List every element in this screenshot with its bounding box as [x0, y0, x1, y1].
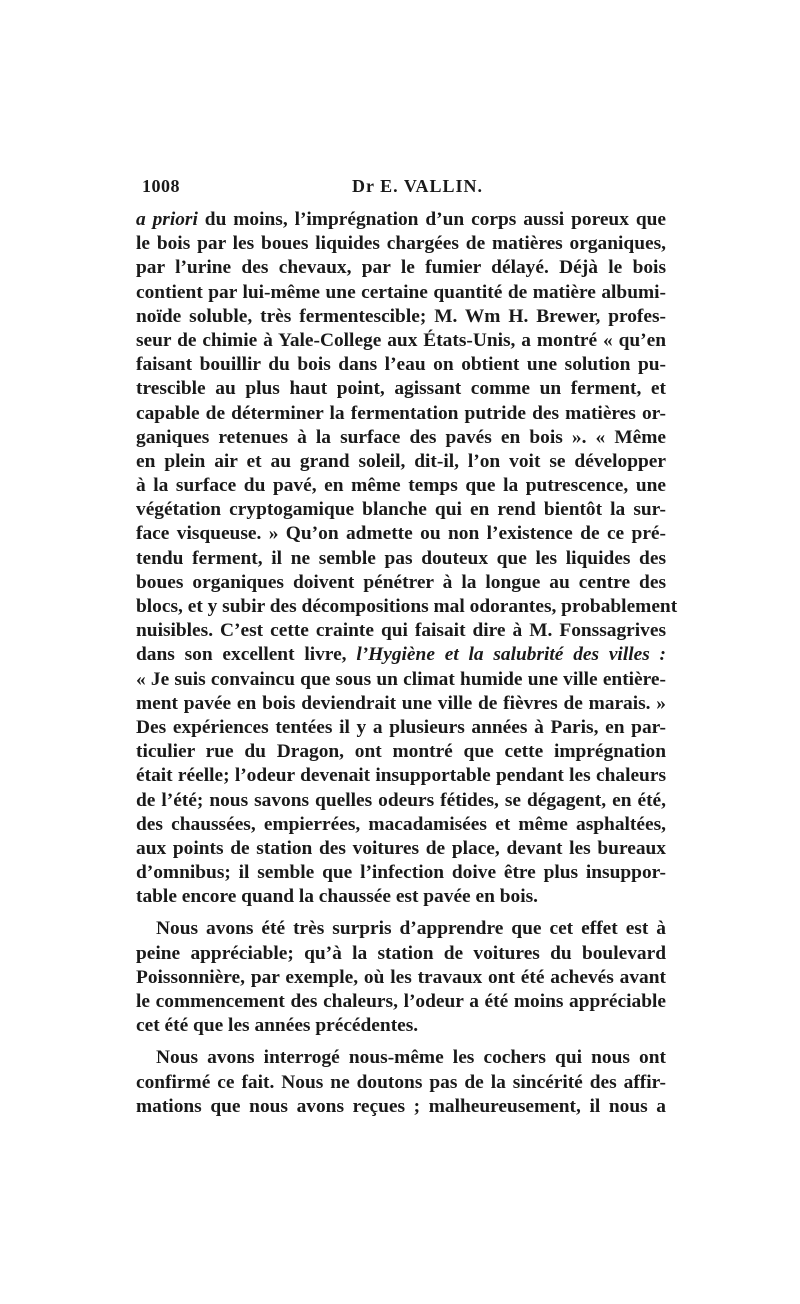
text-line	[136, 861, 666, 885]
text-run: capable de déterminer la fermentation putride des matières or-	[136, 402, 666, 424]
text-line	[136, 668, 666, 692]
text-line	[136, 256, 666, 280]
text-line	[136, 571, 666, 595]
page-header	[136, 176, 666, 202]
text-run: cet été que les années précédentes.	[136, 1015, 419, 1037]
text-run: d’omnibus; il semble que l’infection doive être plus insuppor-	[136, 862, 666, 884]
text-run: peine appréciable; qu’à la station de voitures du boulevard	[136, 942, 666, 964]
text-line	[136, 917, 666, 941]
page-number: 1008	[142, 176, 180, 196]
text-line	[136, 450, 666, 474]
paragraph-gap	[136, 909, 666, 917]
text-run: le bois par les boues liquides chargées de matières organiques,	[136, 233, 666, 255]
text-line	[136, 643, 666, 667]
text-line	[136, 716, 666, 740]
text-run: faisant bouillir du bois dans l’eau on obtient une solution pu-	[136, 354, 666, 376]
text-run: Nous avons été très surpris d’apprendre que cet effet est à	[156, 918, 666, 940]
body-text	[136, 208, 678, 1119]
text-line	[136, 232, 666, 256]
text-line	[136, 329, 666, 353]
text-line	[136, 990, 666, 1014]
text-line	[136, 522, 666, 546]
text-run: végétation cryptogamique blanche qui en rend bientôt la sur-	[136, 499, 666, 521]
text-line	[136, 595, 678, 619]
text-run: Nous avons interrogé nous-même les cochers qui nous ont	[156, 1047, 666, 1069]
paragraph	[136, 917, 666, 1038]
text-run: par l’urine des chevaux, par le fumier délayé. Déjà le bois	[136, 257, 666, 279]
text-run: trescible au plus haut point, agissant comme un ferment, et	[136, 378, 666, 400]
text-line	[136, 789, 666, 813]
text-line	[136, 1046, 666, 1070]
text-run: ment pavée en bois deviendrait une ville de fièvres de marais. »	[136, 692, 666, 714]
running-head: Dr E. VALLIN.	[352, 176, 484, 196]
text-line	[136, 208, 666, 232]
text-line	[136, 942, 666, 966]
text-line	[136, 426, 666, 450]
text-line	[136, 764, 666, 788]
text-line	[136, 1095, 666, 1119]
text-run: de l’été; nous savons quelles odeurs fétides, se dégagent, en été,	[136, 789, 666, 811]
text-run: ganiques retenues à la surface des pavés en bois ». « Même	[136, 426, 666, 448]
italic-text: l’Hygiène et la salubrité des villes :	[356, 644, 666, 666]
text-line	[136, 402, 666, 426]
text-run: blocs, et y subir des décompositions mal odorantes, probablement	[136, 596, 678, 617]
text-line	[136, 966, 666, 990]
text-line	[136, 474, 666, 498]
text-line	[136, 740, 666, 764]
text-run: ticulier rue du Dragon, ont montré que cette imprégnation	[136, 741, 666, 763]
text-line	[136, 885, 666, 909]
text-line	[136, 692, 666, 716]
text-run: face visqueuse. » Qu’on admette ou non l’existence de ce pré-	[136, 523, 666, 545]
text-line	[136, 305, 666, 329]
paragraph-gap	[136, 1038, 666, 1046]
text-run: noïde soluble, très fermentescible; M. Wm H. Brewer, profes-	[136, 305, 666, 327]
text-run: dans son excellent livre,	[136, 644, 357, 666]
text-line	[136, 813, 666, 837]
paragraph	[136, 208, 678, 909]
text-run: contient par lui-même une certaine quantité de matière albumi-	[136, 281, 666, 303]
text-run: seur de chimie à Yale-College aux États-Unis, a montré « qu’en	[136, 329, 666, 351]
text-line	[136, 837, 666, 861]
text-run: aux points de station des voitures de place, devant les bureaux	[136, 837, 666, 859]
text-run: le commencement des chaleurs, l’odeur a été moins appréciable	[136, 991, 666, 1012]
text-run: mations que nous avons reçues ; malheureusement, il nous a	[136, 1095, 666, 1117]
text-run: table encore quand la chaussée est pavée en bois.	[136, 886, 539, 908]
text-line	[136, 619, 666, 643]
text-run: du moins, l’imprégnation d’un corps aussi poreux que	[197, 209, 666, 230]
text-line	[136, 547, 666, 571]
text-run: à la surface du pavé, en même temps que la putrescence, une	[136, 475, 666, 497]
text-line	[136, 1014, 666, 1038]
text-run: en plein air et au grand soleil, dit-il, l’on voit se développer	[136, 450, 666, 472]
text-run: était réelle; l’odeur devenait insupportable pendant les chaleurs	[136, 765, 666, 787]
text-run: tendu ferment, il ne semble pas douteux que les liquides des	[136, 547, 666, 569]
text-run: confirmé ce fait. Nous ne doutons pas de la sincérité des affir-	[136, 1071, 666, 1093]
text-run: « Je suis convaincu que sous un climat humide une ville entière-	[136, 668, 666, 690]
text-line	[136, 353, 666, 377]
italic-text: a priori	[136, 209, 198, 230]
text-run: nuisibles. C’est cette crainte qui faisait dire à M. Fonssagrives	[136, 620, 666, 642]
text-run: boues organiques doivent pénétrer à la longue au centre des	[136, 571, 666, 593]
text-line	[136, 281, 666, 305]
text-run: Des expériences tentées il y a plusieurs années à Paris, en par-	[136, 716, 666, 738]
text-line	[136, 1071, 666, 1095]
text-run: Poissonnière, par exemple, où les travaux ont été achevés avant	[136, 966, 666, 988]
text-line	[136, 377, 666, 401]
text-line	[136, 498, 666, 522]
paragraph	[136, 1046, 666, 1119]
text-run: des chaussées, empierrées, macadamisées et même asphaltées,	[136, 813, 666, 835]
